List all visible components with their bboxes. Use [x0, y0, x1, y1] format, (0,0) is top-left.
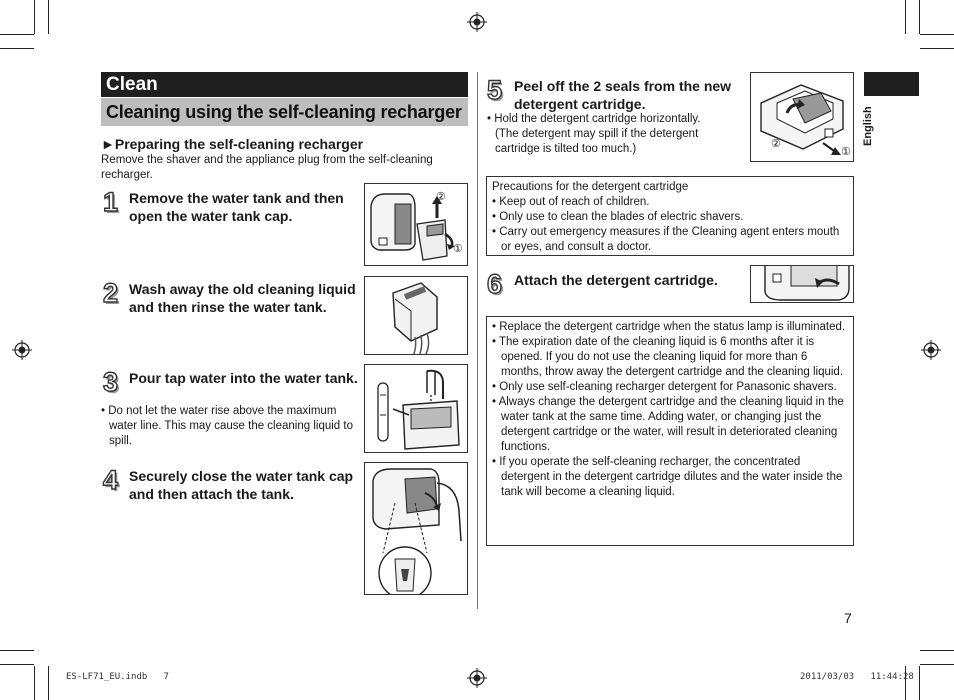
precautions-heading: Precautions for the detergent cartridge: [492, 181, 689, 193]
figure-label-one: ①: [841, 146, 851, 158]
step-5-number: 5: [487, 75, 503, 105]
section-subtitle: Cleaning using the self-cleaning recharger: [101, 98, 468, 126]
figure-label-one: ①: [453, 243, 463, 255]
footer-file: ES-LF71_EU.indb 7: [66, 672, 169, 682]
note-item: • Always change the detergent cartridge and the cleaning liquid in the water tank at the same time. Adding water, or changing just the detergent cartridge or the water, will result in deteriorated cleaning functions.: [492, 396, 844, 453]
precautions-box: [486, 176, 854, 256]
crop-mark: [905, 0, 906, 34]
registration-mark-icon: [467, 668, 487, 688]
step-3-figure: [364, 364, 468, 453]
step-1-number: 1: [103, 187, 119, 217]
preparing-body: Remove the shaver and the appliance plug from the self-cleaning recharger.: [101, 154, 433, 181]
step-5-figure: [750, 72, 854, 162]
language-tab-label: [862, 100, 878, 146]
step-3-number: 3: [103, 367, 119, 397]
step-3-text: Pour tap water into the water tank.: [129, 370, 358, 386]
step-2-figure: [364, 276, 468, 355]
step-6-figure: [750, 265, 854, 303]
language-tab-bar: [864, 72, 919, 96]
preparing-heading: [101, 136, 363, 152]
step-5-note: • Hold the detergent cartridge horizontally. (The detergent may spill if the detergent cartridge is tilted too much.): [487, 113, 701, 155]
precaution-item: • Keep out of reach of children.: [492, 196, 650, 208]
figure-label-two: ②: [436, 191, 446, 203]
arrow-icon: ►: [101, 136, 115, 152]
note-item: • Only use self-cleaning recharger detergent for Panasonic shavers.: [492, 381, 837, 393]
crop-mark: [919, 666, 920, 700]
crop-mark: [920, 48, 954, 49]
step-6-text: Attach the detergent cartridge.: [514, 272, 718, 288]
section-title: Clean: [101, 72, 468, 97]
registration-mark-icon: [12, 340, 32, 360]
registration-mark-icon: [921, 340, 941, 360]
crop-mark: [48, 0, 49, 34]
page-number: 7: [844, 610, 852, 626]
step-1-text: Remove the water tank and then open the water tank cap.: [129, 190, 344, 224]
footer-timestamp: 2011/03/03 11:44:28: [800, 672, 914, 682]
note-item: • The expiration date of the cleaning liquid is 6 months after it is opened. If you do not use the cleaning liquid for more than 6 months, throw away the detergent cartridge and the cleaning liquid.: [492, 336, 844, 378]
preparing-heading-text: Preparing the self-cleaning recharger: [114, 136, 364, 152]
language-tab-text: English: [862, 106, 874, 146]
step-2-text: Wash away the old cleaning liquid and then rinse the water tank.: [129, 281, 356, 315]
step-1-figure: [364, 183, 468, 266]
registration-mark-icon: [467, 12, 487, 32]
step-4-figure: [364, 462, 468, 595]
crop-mark: [34, 0, 35, 34]
precaution-item: • Only use to clean the blades of electric shavers.: [492, 211, 744, 223]
crop-mark: [34, 666, 35, 700]
step-4-text: Securely close the water tank cap and then attach the tank.: [129, 468, 354, 502]
crop-mark: [0, 650, 34, 651]
step-3-note: • Do not let the water rise above the maximum water line. This may cause the cleaning liquid to spill.: [101, 405, 353, 447]
notes-box: [486, 316, 854, 546]
step-6-number: 6: [487, 269, 503, 299]
column-divider: [477, 72, 478, 609]
note-item: • Replace the detergent cartridge when the status lamp is illuminated.: [492, 321, 846, 333]
crop-mark: [48, 666, 49, 700]
note-item: • If you operate the self-cleaning recharger, the concentrated detergent in the detergent cartridge dilutes and the water inside the tank will become a cleaning liquid.: [492, 456, 843, 498]
step-4-number: 4: [103, 465, 119, 495]
figure-label-two: ②: [771, 138, 781, 150]
crop-mark: [920, 650, 954, 651]
crop-mark: [919, 0, 920, 34]
crop-mark: [0, 664, 34, 665]
crop-mark: [0, 48, 34, 49]
step-5-text: Peel off the 2 seals from the new detergent cartridge.: [514, 78, 732, 112]
crop-mark: [920, 664, 954, 665]
crop-mark: [0, 34, 34, 35]
crop-mark: [920, 34, 954, 35]
step-2-number: 2: [103, 278, 119, 308]
precaution-item: • Carry out emergency measures if the Cleaning agent enters mouth or eyes, and consult a doctor.: [492, 226, 840, 253]
